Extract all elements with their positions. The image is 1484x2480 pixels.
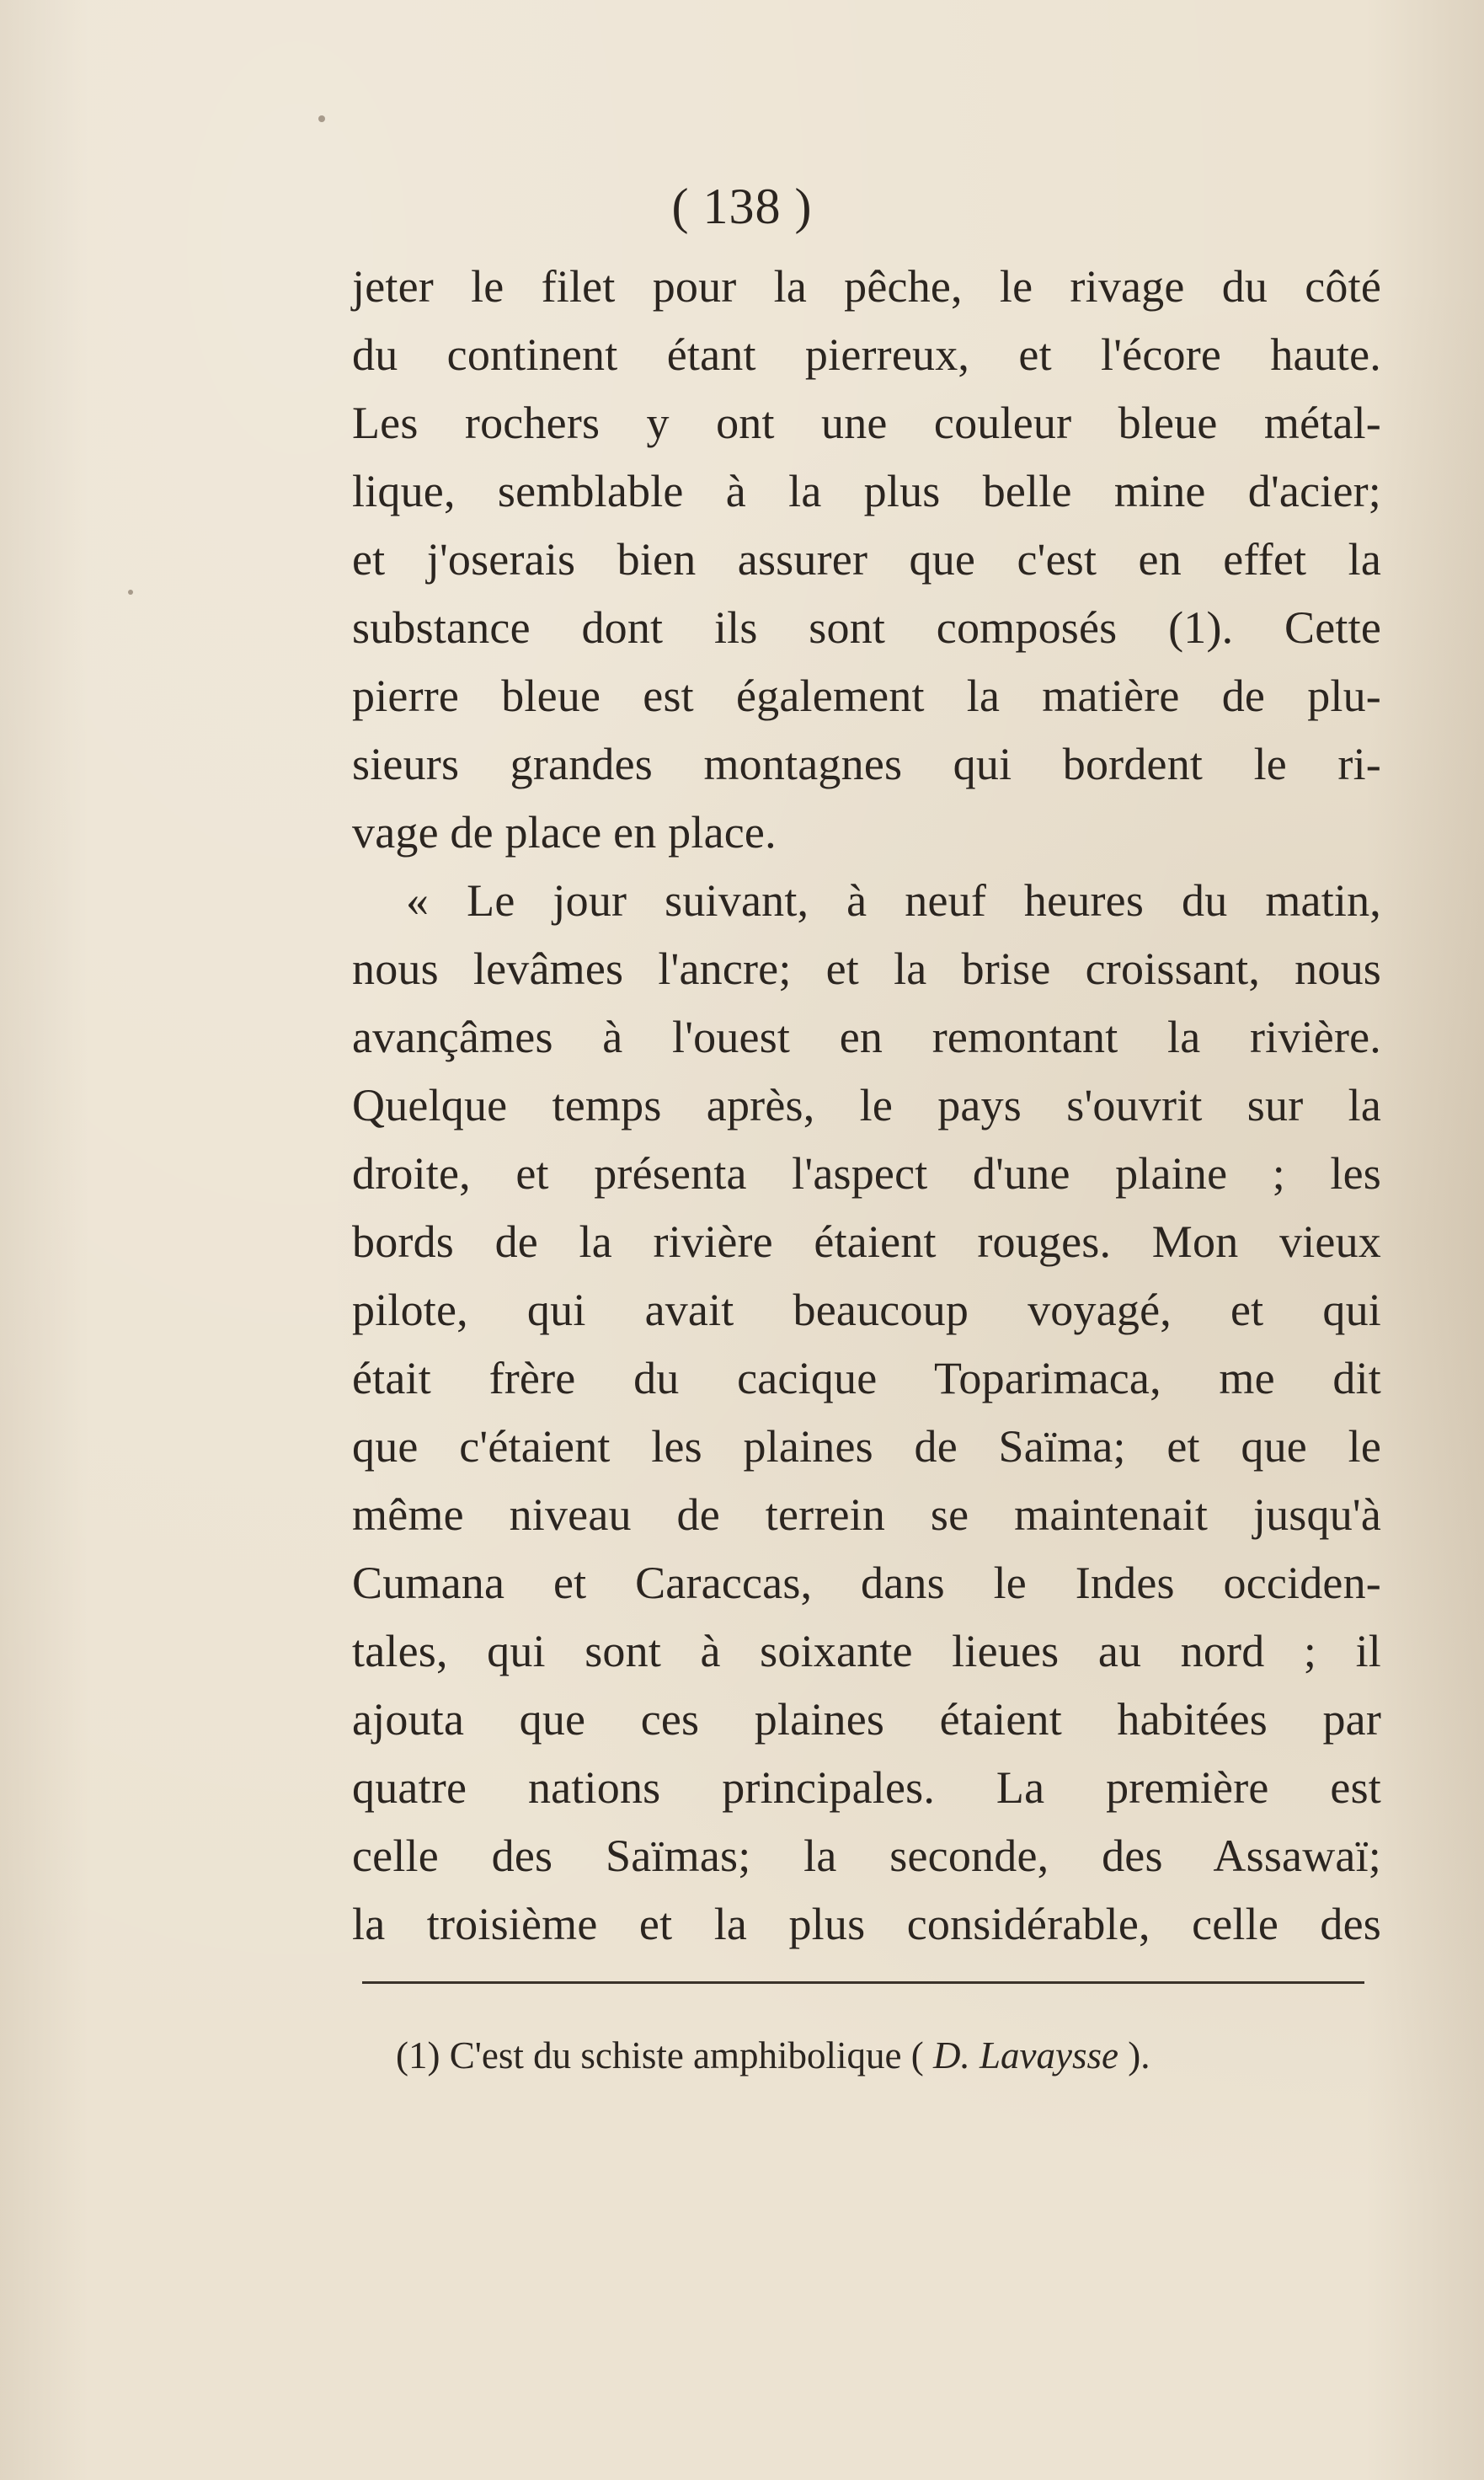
text-line: « Le jour suivant, à neuf heures du matin,: [406, 875, 1381, 926]
text-line: lique, semblable à la plus belle mine d'acier;: [352, 466, 1381, 516]
text-line: avançâmes à l'ouest en remontant la rivière.: [352, 1012, 1381, 1062]
text-line: du continent étant pierreux, et l'écore haute.: [352, 329, 1381, 380]
text-line: vage de place en place.: [352, 807, 777, 858]
text-line: et j'oserais bien assurer que c'est en effet la: [352, 534, 1381, 585]
main-text: [352, 253, 1381, 1959]
text-line: nous levâmes l'ancre; et la brise croissant, nous: [352, 943, 1381, 994]
footnote: [396, 2030, 1150, 2081]
text-line: Les rochers y ont une couleur bleue métal-: [352, 398, 1381, 448]
text-line: tales, qui sont à soixante lieues au nord ; il: [352, 1626, 1381, 1676]
text-line: pierre bleue est également la matière de plu-: [352, 671, 1381, 721]
footnote-author: D. Lavaysse: [933, 2034, 1118, 2076]
text-line: Quelque temps après, le pays s'ouvrit sur la: [352, 1080, 1381, 1130]
paper-speck: [128, 590, 133, 595]
text-line: était frère du cacique Toparimaca, me dit: [352, 1353, 1381, 1403]
text-line: celle des Saïmas; la seconde, des Assawaï;: [352, 1831, 1381, 1881]
text-line: jeter le filet pour la pêche, le rivage du côté: [352, 261, 1381, 312]
text-line: Cumana et Caraccas, dans le Indes occiden-: [352, 1558, 1381, 1608]
text-line: sieurs grandes montagnes qui bordent le ri-: [352, 739, 1381, 789]
footnote-rule: [362, 1981, 1364, 1984]
text-line: même niveau de terrein se maintenait jusqu'à: [352, 1489, 1381, 1540]
text-line: la troisième et la plus considérable, celle des: [352, 1899, 1381, 1949]
text-line: bords de la rivière étaient rouges. Mon vieux: [352, 1216, 1381, 1267]
page-number: ( 138 ): [671, 179, 813, 234]
text-line: substance dont ils sont composés (1). Cette: [352, 602, 1381, 653]
text-line: droite, et présenta l'aspect d'une plaine ; les: [352, 1148, 1381, 1199]
footnote-text: (1) C'est du schiste amphibolique (: [396, 2034, 933, 2076]
text-line: que c'étaient les plaines de Saïma; et que le: [352, 1421, 1381, 1472]
text-line: pilote, qui avait beaucoup voyagé, et qui: [352, 1285, 1381, 1335]
text-line: quatre nations principales. La première est: [352, 1762, 1381, 1813]
text-line: ajouta que ces plaines étaient habitées par: [352, 1694, 1381, 1745]
footnote-close: ).: [1118, 2034, 1150, 2076]
paper-speck: [318, 115, 325, 122]
